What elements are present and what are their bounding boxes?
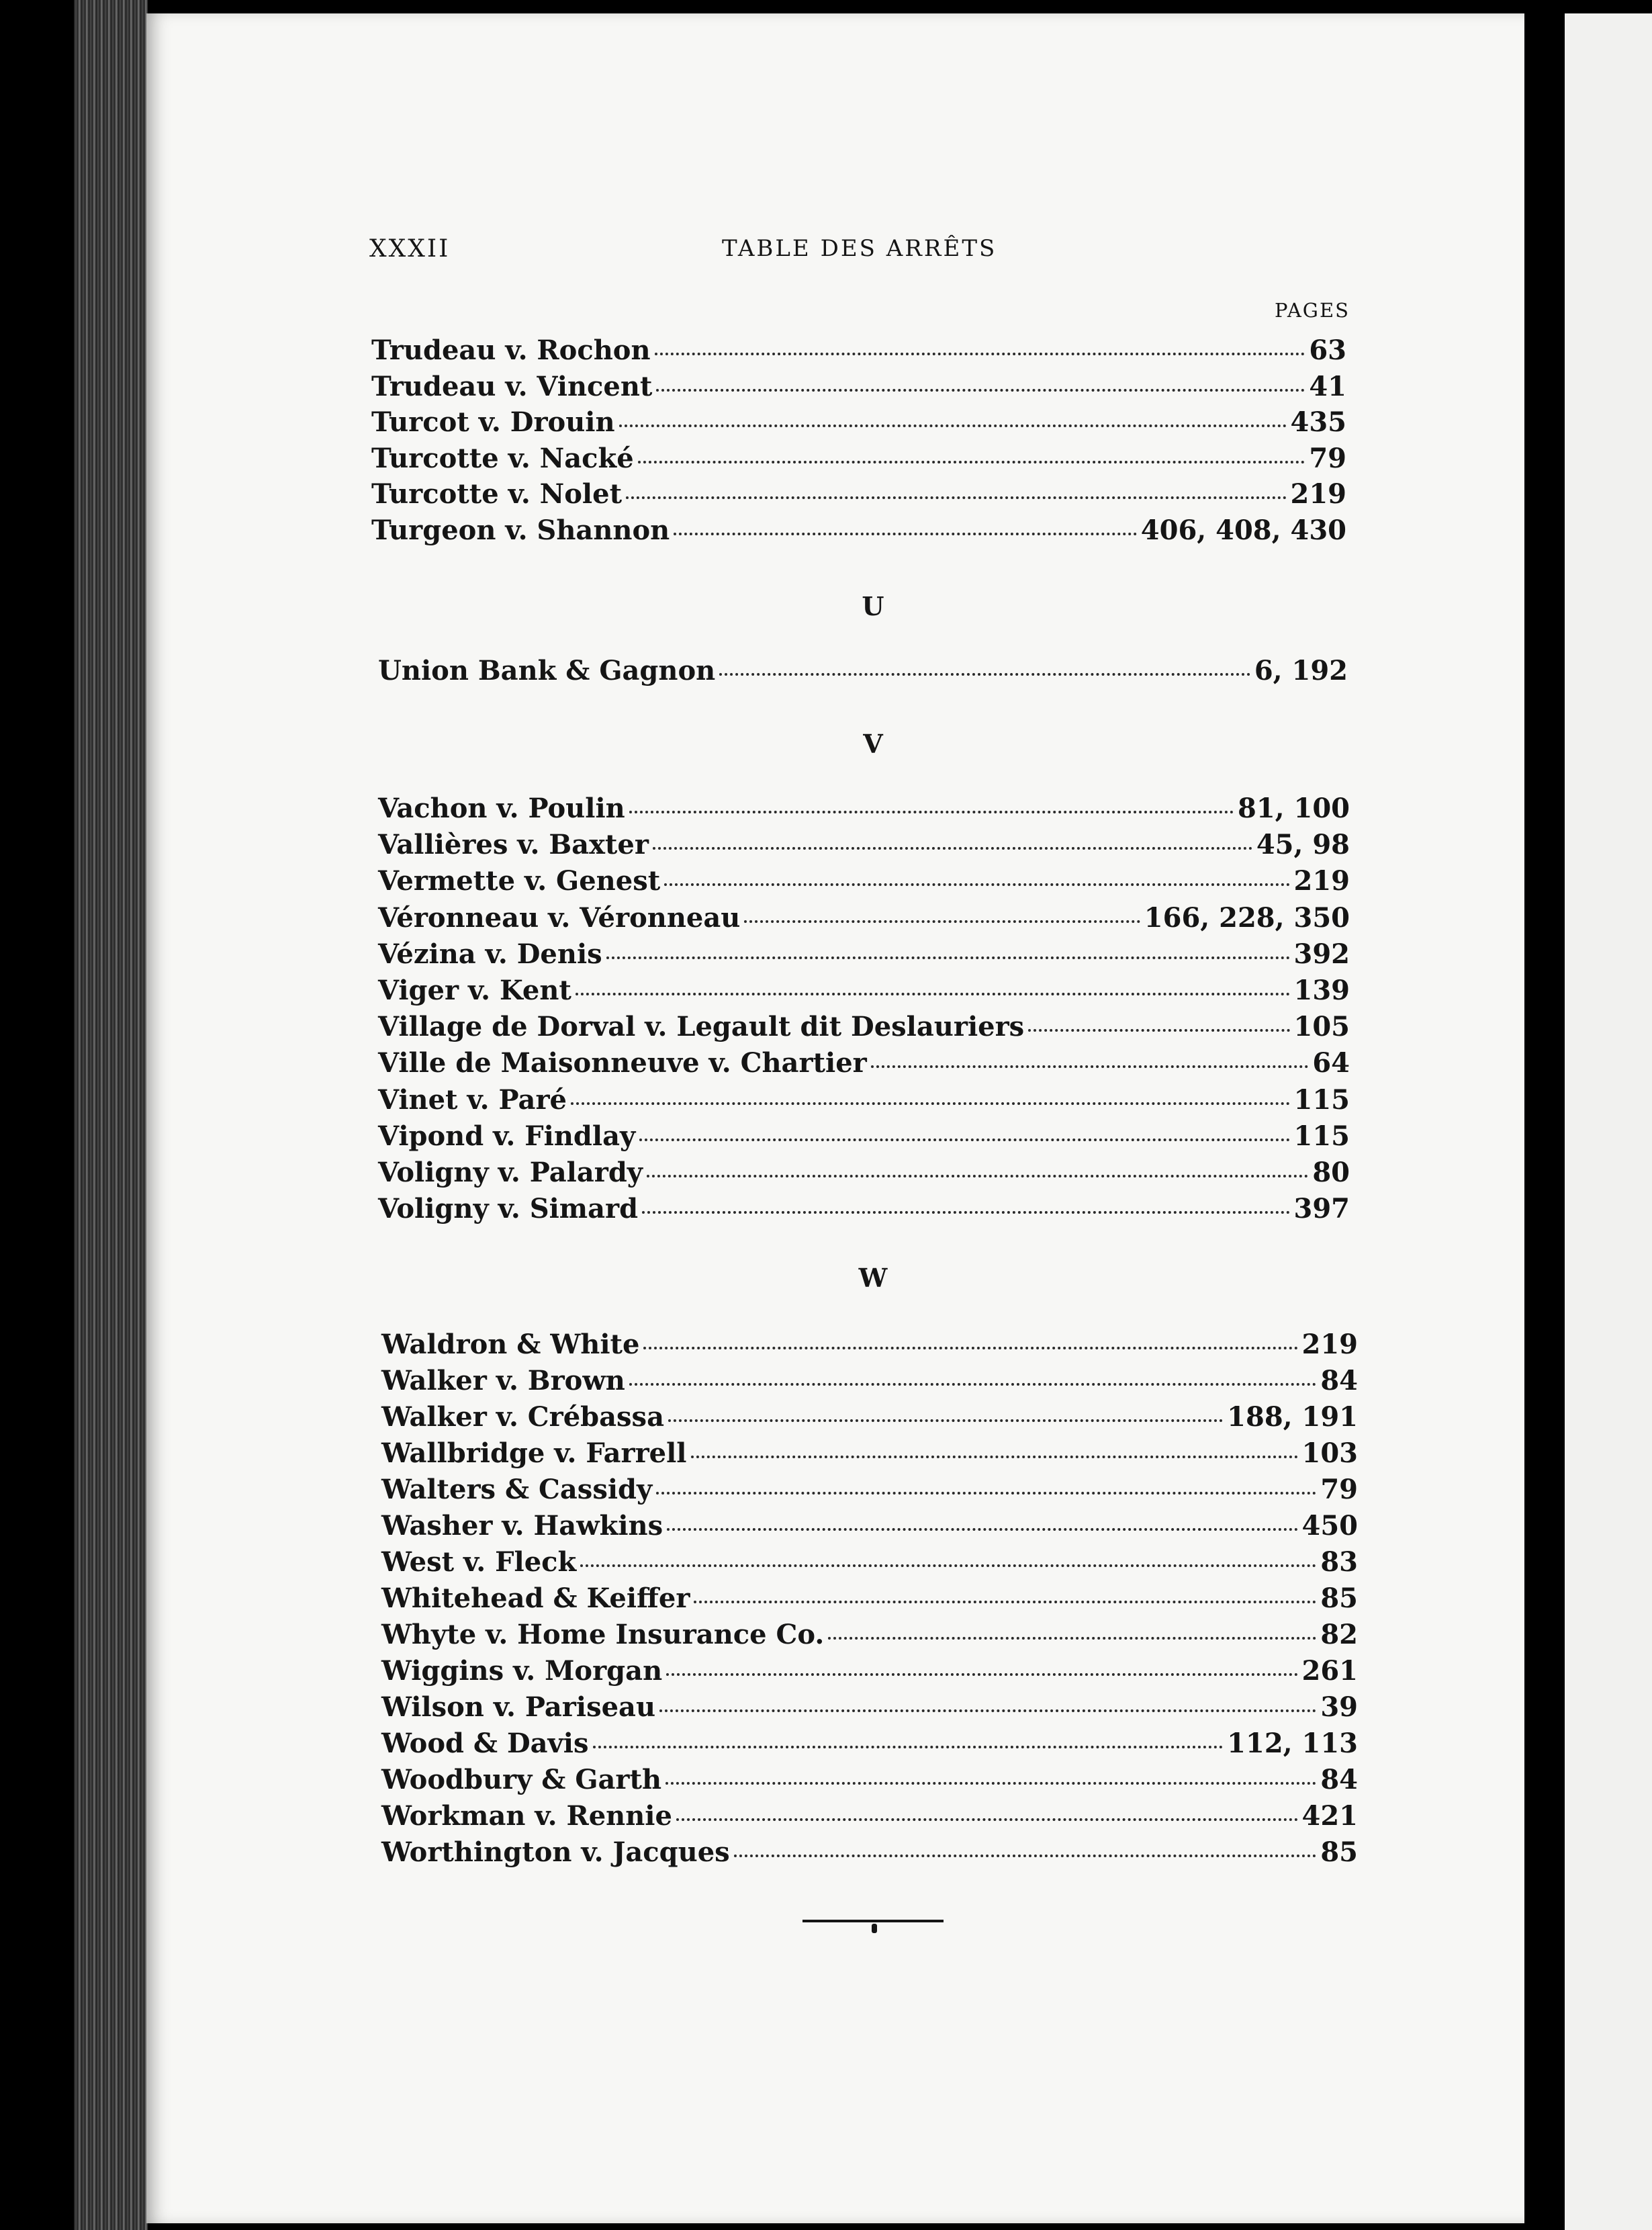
index-entry — [371, 371, 1346, 404]
entry-case-name: Wiggins v. Morgan — [381, 1655, 663, 1687]
dot-leader — [659, 1709, 1316, 1712]
index-entry — [378, 1084, 1350, 1118]
entry-case-name: Wood & Davis — [381, 1728, 589, 1759]
index-entry — [381, 1800, 1358, 1834]
index-entry — [381, 1401, 1358, 1435]
dot-leader — [571, 1102, 1290, 1105]
dot-leader — [871, 1065, 1309, 1068]
dot-leader — [1028, 1029, 1289, 1032]
entry-case-name: Voligny v. Palardy — [378, 1157, 643, 1188]
entry-case-name: Trudeau v. Vincent — [371, 370, 653, 402]
index-entry — [378, 938, 1350, 972]
dot-leader — [619, 425, 1287, 427]
end-rule — [802, 1920, 944, 1922]
entry-page-numbers: 85 — [1320, 1836, 1358, 1868]
dot-leader — [639, 1139, 1289, 1141]
dot-leader — [734, 1855, 1317, 1857]
entry-page-numbers: 450 — [1301, 1510, 1358, 1542]
index-entry — [371, 406, 1346, 440]
entry-case-name: Washer v. Hawkins — [381, 1510, 663, 1542]
entry-case-name: Trudeau v. Rochon — [371, 334, 651, 366]
index-entry — [378, 902, 1350, 936]
entry-case-name: Vachon v. Poulin — [378, 793, 625, 824]
index-entry — [371, 443, 1346, 476]
entry-page-numbers: 139 — [1293, 975, 1350, 1006]
entry-page-numbers: 63 — [1309, 334, 1346, 366]
pages-column-label: PAGES — [1275, 299, 1350, 322]
entry-page-numbers: 392 — [1293, 938, 1350, 970]
index-entry — [371, 334, 1346, 368]
entry-case-name: West v. Fleck — [381, 1546, 577, 1578]
entry-case-name: Walker v. Brown — [381, 1365, 625, 1396]
entry-page-numbers: 115 — [1293, 1083, 1350, 1116]
entry-case-name: Village de Dorval v. Legault dit Deslauriers — [378, 1011, 1025, 1043]
index-entry — [381, 1474, 1358, 1507]
index-entry — [381, 1510, 1358, 1544]
index-entry — [378, 1120, 1350, 1154]
entry-case-name: Workman v. Rennie — [381, 1800, 672, 1832]
index-entry — [378, 975, 1350, 1008]
entry-page-numbers: 82 — [1320, 1619, 1358, 1650]
entry-page-numbers: 103 — [1301, 1437, 1358, 1469]
entry-page-numbers: 219 — [1301, 1329, 1358, 1360]
entry-page-numbers: 435 — [1290, 406, 1346, 439]
entry-case-name: Viger v. Kent — [378, 975, 571, 1006]
entry-page-numbers: 115 — [1293, 1120, 1350, 1152]
index-entry — [371, 515, 1346, 548]
dot-leader — [666, 1782, 1316, 1785]
index-entry — [381, 1619, 1358, 1652]
index-entry — [378, 1193, 1350, 1226]
index-entry — [381, 1655, 1358, 1689]
entry-case-name: Ville de Maisonneuve v. Chartier — [378, 1047, 867, 1079]
entry-page-numbers: 45, 98 — [1256, 829, 1350, 861]
entry-page-numbers: 261 — [1301, 1655, 1358, 1687]
entry-case-name: Woodbury & Garth — [381, 1764, 662, 1795]
entry-page-numbers: 219 — [1293, 865, 1350, 897]
page-folio: XXXII — [369, 235, 451, 263]
section-letter-w: W — [858, 1263, 888, 1293]
index-entry — [378, 829, 1350, 862]
dot-leader — [642, 1211, 1289, 1214]
dot-leader — [653, 847, 1252, 850]
dot-leader — [655, 353, 1305, 355]
page-title: TABLE DES ARRÊTS — [722, 235, 997, 262]
running-head — [369, 235, 1041, 275]
index-entry — [378, 865, 1350, 899]
dot-leader — [666, 1673, 1297, 1676]
index-entry — [371, 478, 1346, 512]
dot-leader — [664, 883, 1289, 886]
entry-case-name: Vermette v. Genest — [378, 865, 661, 897]
entry-page-numbers: 421 — [1301, 1800, 1358, 1832]
dot-leader — [647, 1175, 1308, 1177]
entry-case-name: Turcotte v. Nolet — [371, 478, 623, 510]
index-entry — [378, 1011, 1350, 1044]
entry-case-name: Voligny v. Simard — [378, 1193, 639, 1225]
index-entry — [381, 1691, 1358, 1725]
dot-leader — [656, 1492, 1316, 1495]
entry-case-name: Turcot v. Drouin — [371, 406, 615, 439]
entry-page-numbers: 79 — [1309, 442, 1346, 474]
dot-leader — [828, 1637, 1316, 1640]
index-entry — [378, 1047, 1350, 1081]
section-letter-v: V — [863, 729, 883, 759]
index-entry — [381, 1329, 1358, 1362]
dot-leader — [656, 389, 1305, 392]
index-entry — [378, 1157, 1350, 1190]
index-entry — [381, 1836, 1358, 1870]
entry-case-name: Wallbridge v. Farrell — [381, 1437, 687, 1469]
entry-page-numbers: 84 — [1320, 1764, 1358, 1795]
dot-leader — [676, 1818, 1298, 1821]
index-entry — [381, 1437, 1358, 1471]
entry-page-numbers: 80 — [1312, 1157, 1350, 1188]
entry-page-numbers: 219 — [1290, 478, 1346, 510]
entry-page-numbers: 41 — [1309, 370, 1346, 402]
entry-page-numbers: 39 — [1320, 1691, 1358, 1723]
dot-leader — [629, 1383, 1316, 1386]
section-letter-u: U — [862, 591, 884, 621]
entry-page-numbers: 85 — [1320, 1582, 1358, 1614]
entry-page-numbers: 79 — [1320, 1474, 1358, 1505]
entry-case-name: Worthington v. Jacques — [381, 1836, 730, 1868]
index-entry — [381, 1582, 1358, 1616]
entry-case-name: Wilson v. Pariseau — [381, 1691, 656, 1723]
index-entry — [381, 1365, 1358, 1398]
facing-page-edge — [1565, 13, 1652, 2230]
book-gutter-edge — [74, 0, 148, 2230]
end-ornament — [872, 1924, 877, 1933]
entry-page-numbers: 188, 191 — [1227, 1401, 1358, 1433]
entry-case-name: Walker v. Crébassa — [381, 1401, 664, 1433]
entry-page-numbers: 64 — [1312, 1047, 1350, 1079]
entry-case-name: Turgeon v. Shannon — [371, 515, 670, 546]
entry-case-name: Turcotte v. Nacké — [371, 442, 634, 474]
index-entry — [378, 655, 1348, 688]
entry-page-numbers: 112, 113 — [1227, 1728, 1358, 1759]
entry-case-name: Vinet v. Paré — [378, 1083, 567, 1116]
index-entry — [381, 1728, 1358, 1761]
entry-page-numbers: 83 — [1320, 1546, 1358, 1578]
dot-leader — [593, 1746, 1224, 1748]
index-entry — [378, 793, 1350, 826]
dot-leader — [638, 461, 1305, 463]
entry-case-name: Whitehead & Keiffer — [381, 1582, 690, 1614]
entry-case-name: Vallières v. Baxter — [378, 829, 649, 861]
entry-case-name: Vézina v. Denis — [378, 938, 602, 970]
entry-page-numbers: 406, 408, 430 — [1140, 515, 1346, 546]
entry-page-numbers: 6, 192 — [1254, 655, 1348, 686]
entry-page-numbers: 81, 100 — [1237, 793, 1350, 824]
entry-case-name: Whyte v. Home Insurance Co. — [381, 1619, 825, 1650]
entry-page-numbers: 105 — [1293, 1011, 1350, 1043]
dot-leader — [576, 993, 1290, 995]
index-entry — [381, 1546, 1358, 1580]
dot-leader — [694, 1601, 1316, 1603]
entry-page-numbers: 397 — [1293, 1193, 1350, 1225]
dot-leader — [674, 533, 1137, 535]
index-entry — [381, 1764, 1358, 1797]
entry-case-name: Waldron & White — [381, 1329, 640, 1360]
dot-leader — [691, 1456, 1298, 1458]
entry-page-numbers: 166, 228, 350 — [1144, 901, 1350, 934]
dot-leader — [580, 1564, 1316, 1567]
dot-leader — [668, 1419, 1223, 1422]
entry-case-name: Union Bank & Gagnon — [378, 655, 716, 686]
entry-case-name: Vipond v. Findlay — [378, 1120, 636, 1152]
dot-leader — [606, 956, 1290, 959]
dot-leader — [626, 496, 1286, 499]
dot-leader — [719, 673, 1250, 676]
dot-leader — [667, 1528, 1297, 1531]
entry-case-name: Walters & Cassidy — [381, 1474, 653, 1505]
entry-case-name: Véronneau v. Véronneau — [378, 901, 741, 934]
dot-leader — [744, 920, 1140, 923]
dot-leader — [643, 1347, 1297, 1349]
entry-page-numbers: 84 — [1320, 1365, 1358, 1396]
dot-leader — [629, 811, 1234, 813]
